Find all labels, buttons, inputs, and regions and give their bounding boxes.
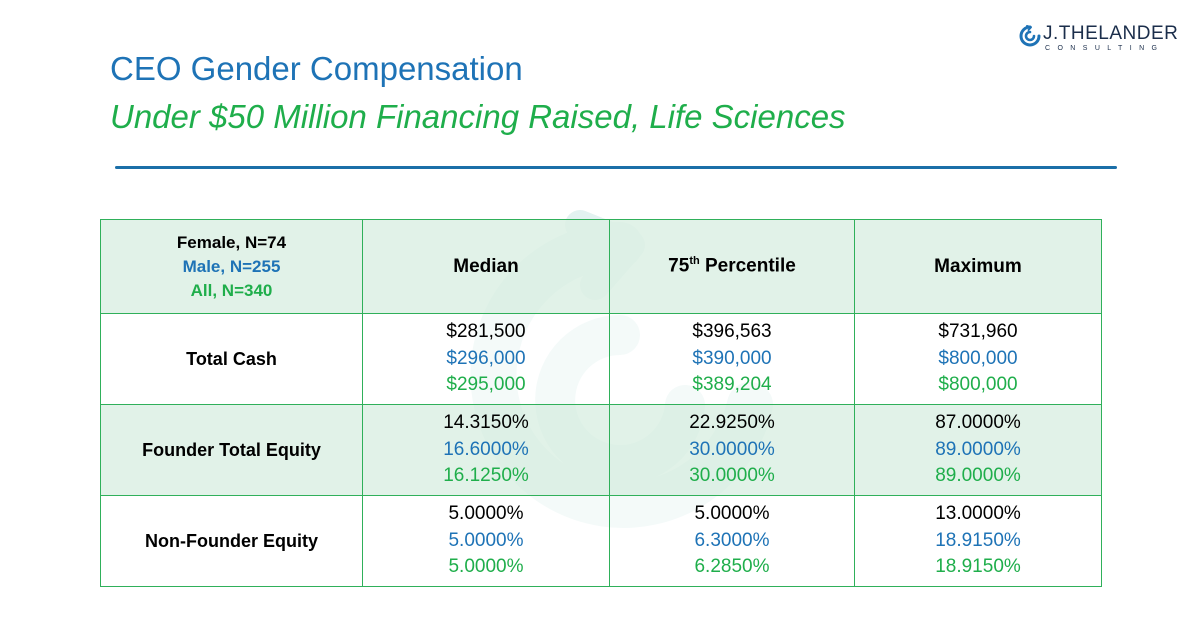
value-all: $295,000 <box>446 374 526 396</box>
value-all: 5.0000% <box>448 556 524 578</box>
table-row-total-cash <box>101 314 1102 405</box>
legend-cell <box>101 220 363 314</box>
table-header-row <box>101 220 1102 314</box>
title-divider <box>115 166 1117 169</box>
legend-female: Female, N=74 <box>176 232 287 252</box>
value-male: 30.0000% <box>689 438 775 460</box>
cell-maximum <box>855 496 1102 587</box>
cell-median <box>363 496 610 587</box>
row-label: Founder Total Equity <box>101 405 363 496</box>
cell-median <box>363 314 610 405</box>
value-female: $731,960 <box>938 321 1018 343</box>
cell-75th-percentile <box>610 496 855 587</box>
cell-median <box>363 405 610 496</box>
value-female: 87.0000% <box>935 412 1021 434</box>
table-row-non-founder-equity <box>101 496 1102 587</box>
value-all: $389,204 <box>692 374 772 396</box>
logo-subtitle: CONSULTING <box>1045 45 1165 52</box>
value-female: 14.3150% <box>443 412 529 434</box>
page-subtitle: Under $50 Million Financing Raised, Life Sciences <box>110 98 846 135</box>
value-female: $281,500 <box>446 321 526 343</box>
value-all: 16.1250% <box>443 465 529 487</box>
spiral-logo-icon <box>1018 24 1042 48</box>
p75-label: Percentile <box>699 255 796 277</box>
value-all: 6.2850% <box>694 556 770 578</box>
value-all: $800,000 <box>938 374 1018 396</box>
value-male: 6.3000% <box>694 529 770 551</box>
table-row-founder-total-equity <box>101 405 1102 496</box>
cell-75th-percentile <box>610 405 855 496</box>
row-label: Total Cash <box>101 314 363 405</box>
logo-name: J.THELANDER <box>1043 23 1179 44</box>
legend-male: Male, N=255 <box>182 256 281 276</box>
company-logo <box>1018 22 1178 52</box>
value-female: 22.9250% <box>689 412 775 434</box>
value-all: 89.0000% <box>935 465 1021 487</box>
value-male: 16.6000% <box>443 438 529 460</box>
page-title: CEO Gender Compensation <box>110 50 523 87</box>
value-female: 13.0000% <box>935 503 1021 525</box>
column-header-75th-percentile <box>610 220 855 314</box>
cell-maximum <box>855 314 1102 405</box>
cell-75th-percentile <box>610 314 855 405</box>
p75-number: 75 <box>668 255 690 277</box>
cell-maximum <box>855 405 1102 496</box>
value-male: 5.0000% <box>448 529 524 551</box>
value-female: 5.0000% <box>694 503 770 525</box>
value-all: 18.9150% <box>935 556 1021 578</box>
column-header-median: Median <box>363 220 610 314</box>
row-label: Non-Founder Equity <box>101 496 363 587</box>
value-male: $390,000 <box>692 347 772 369</box>
value-male: $800,000 <box>938 347 1018 369</box>
value-female: $396,563 <box>692 321 772 343</box>
value-female: 5.0000% <box>448 503 524 525</box>
column-header-maximum: Maximum <box>855 220 1102 314</box>
value-all: 30.0000% <box>689 465 775 487</box>
p75-superscript: th <box>689 255 700 268</box>
value-male: 18.9150% <box>935 529 1021 551</box>
legend-all: All, N=340 <box>190 280 273 300</box>
value-male: $296,000 <box>446 347 526 369</box>
value-male: 89.0000% <box>935 438 1021 460</box>
compensation-table <box>100 219 1102 587</box>
